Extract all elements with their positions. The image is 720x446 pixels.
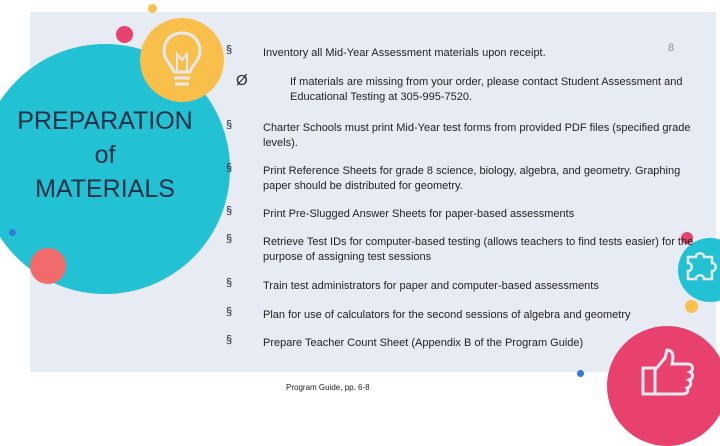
thumbs-up-icon bbox=[640, 348, 696, 398]
footer-reference: Program Guide, pp. 6-8 bbox=[286, 383, 370, 392]
bullet-marker: § bbox=[226, 277, 233, 289]
bullet-marker: § bbox=[226, 233, 233, 245]
bullet-text: Print Pre-Slugged Answer Sheets for paper-based assessments bbox=[263, 208, 575, 220]
arrow-bullet-icon: Ø bbox=[236, 72, 248, 89]
sub-bullet-text: If materials are missing from your order, please contact Student Assessment and Educational Testing at 305-995-7520. bbox=[290, 76, 683, 103]
bullet-text: Print Reference Sheets for grade 8 science, biology, algebra, and geometry. Graphing paper should be distributed for geometry. bbox=[263, 165, 681, 192]
slide-title-line: PREPARATION bbox=[17, 107, 193, 135]
bullet-marker: § bbox=[226, 119, 233, 131]
bullet-marker: § bbox=[226, 162, 233, 174]
bullet-text: Plan for use of calculators for the second sessions of algebra and geometry bbox=[263, 309, 631, 321]
lightbulb-icon bbox=[160, 30, 204, 92]
bullet-marker: § bbox=[226, 334, 233, 346]
bullet-marker: § bbox=[226, 44, 233, 56]
decor-pink-dot bbox=[116, 26, 133, 43]
decor-yellow-dot bbox=[148, 4, 157, 13]
decor-blue-small-dot bbox=[577, 370, 584, 377]
page-number: 8 bbox=[668, 42, 675, 54]
bullet-marker: § bbox=[226, 205, 233, 217]
slide-title-line: of bbox=[94, 141, 116, 169]
bullet-marker: § bbox=[226, 306, 233, 318]
decor-blue-dot bbox=[9, 229, 16, 236]
bullet-text: Inventory all Mid-Year Assessment materials upon receipt. bbox=[263, 47, 546, 59]
bullet-text: Prepare Teacher Count Sheet (Appendix B of the Program Guide) bbox=[263, 337, 584, 349]
bullet-text: Retrieve Test IDs for computer-based testing (allows teachers to find tests easier) for the purpose of assigning test sessions bbox=[263, 236, 694, 263]
slide-title bbox=[0, 104, 210, 206]
bullet-text: Train test administrators for paper and computer-based assessments bbox=[263, 280, 599, 292]
bullet-text: Charter Schools must print Mid-Year test forms from provided PDF files (specified grade levels). bbox=[263, 122, 691, 149]
slide-title-line: MATERIALS bbox=[35, 175, 175, 203]
decor-coral-circle bbox=[30, 248, 66, 284]
